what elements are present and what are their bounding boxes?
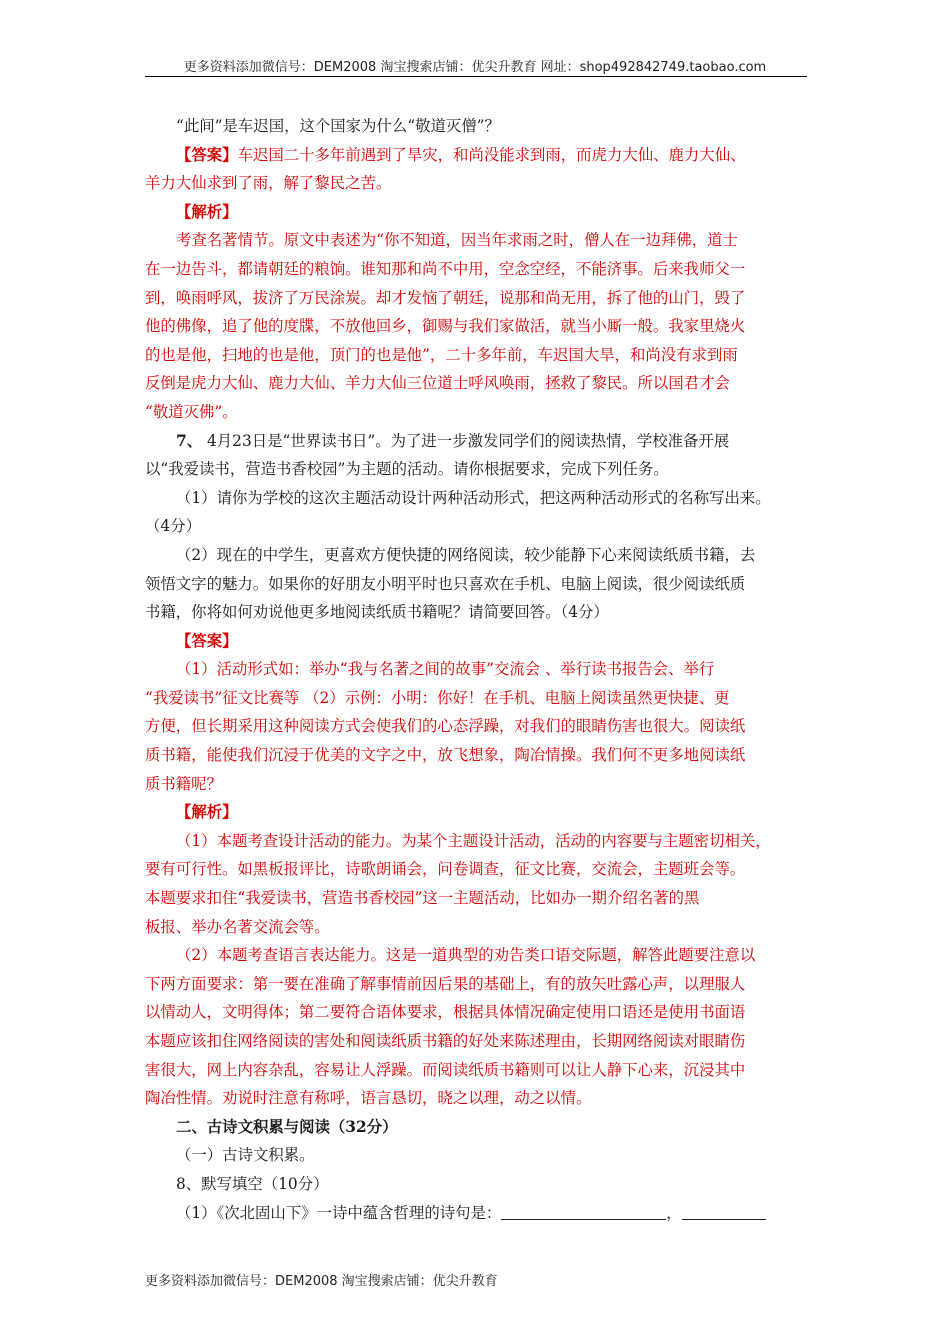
q6-analysis-line: 他的佛像，追了他的度牒，不放他回乡，御赐与我们家做活，就当小厮一般。我家里烧火 [145,317,746,336]
q7-sub2-line2: 领悟文字的魅力。如果你的好朋友小明平时也只喜欢在手机、电脑上阅读，很少阅读纸质 [145,574,746,593]
q8-item-1-text: （1）《次北固山下》一诗中蕴含哲理的诗句是： [176,1203,502,1222]
q7-stem-line2: 以“我爱读书，营造书香校园”为主题的活动。请你根据要求，完成下列任务。 [145,460,669,479]
section-title: 二、古诗文积累与阅读（32分） [176,1117,398,1136]
q7-sub1-line1: （1）请你为学校的这次主题活动设计两种活动形式，把这两种活动形式的名称写出来。 [176,488,771,507]
q7-analysis2-line: 陶冶性情。劝说时注意有称呼，语言恳切，晓之以理，动之以情。 [145,1089,592,1108]
q7-analysis2-line: 害很大，网上内容杂乱，容易让人浮躁。而阅读纸质书籍则可以让人静下心来，沉浸其中 [145,1060,746,1079]
question-number: 7、 [176,431,203,450]
q6-analysis-line: “敬道灭佛”。 [145,402,238,421]
q7-answer-line: 质书籍呢？ [145,774,222,793]
q6-answer-line1: 车迟国二十多年前遇到了旱灾，和尚没能求到雨，而虎力大仙、鹿力大仙、 [237,145,746,164]
page-footer: 更多资料添加微信号：DEM2008 淘宝搜索店铺：优尖升教育 [145,1274,498,1289]
q6-analysis-line: 在一边告斗，都请朝廷的粮饷。谁知那和尚不中用，空念空经，不能济事。后来我师父一 [145,259,746,278]
q7-analysis1-line: 本题要求扣住“我爱读书，营造书香校园”这一主题活动，比如办一期介绍名著的黑 [145,889,700,908]
q6-analysis-line: 考查名著情节。原文中表述为“你不知道，因当年求雨之时，僧人在一边拜佛，道士 [176,231,738,250]
q7-analysis2-line: 下两方面要求：第一要在准确了解事情前因后果的基础上，有的放矢吐露心声，以理服人 [145,974,746,993]
analysis-tag: 【解析】 [176,202,238,221]
q8-item-1 [145,1199,807,1228]
subsection-title: （一）古诗文积累。 [176,1146,315,1165]
q7-analysis1-line: 要有可行性。如黑板报评比，诗歌朗诵会，问卷调查，征文比赛，交流会，主题班会等。 [145,860,746,879]
q6-answer-line2: 羊力大仙求到了雨，解了黎民之苦。 [145,174,392,193]
answer-tag: 【答案】 [176,631,238,650]
q7-sub2-line1: （2）现在的中学生，更喜欢方便快捷的网络阅读，较少能静下心来阅读纸质书籍，去 [176,545,756,564]
q7-stem-line1: 4月23日是“世界读书日”。为了进一步激发同学们的阅读热情，学校准备开展 [202,431,730,450]
q6-analysis-line: 的也是他，扫地的也是他，顶门的也是他”，二十多年前，车迟国大旱，和尚没有求到雨 [145,345,738,364]
q6-answer [145,141,807,170]
q7-sub2-line3: 书籍，你将如何劝说他更多地阅读纸质书籍呢？请简要回答。（4分） [145,603,609,622]
q7-analysis2-line: （2）本题考查语言表达能力。这是一道典型的劝告类口语交际题，解答此题要注意以 [176,946,756,965]
q7-answer-line: （1）活动形式如：举办“我与名著之间的故事”交流会 、举行读书报告会、举行 [176,660,715,679]
q6-question: “此间”是车迟国，这个国家为什么“敬道灭僧”？ [176,117,500,135]
q6-analysis-line: 反倒是虎力大仙、鹿力大仙、羊力大仙三位道士呼风唤雨，拯救了黎民。所以国君才会 [145,374,730,393]
q7-analysis1-line: 板报、举办名著交流会等。 [145,917,330,936]
q6-analysis-line: 到，唤雨呼风，拔济了万民涂炭。却才发恼了朝廷，说那和尚无用，拆了他的山门，毁了 [145,288,746,307]
q7-answer-line: “我爱读书”征文比赛等 （2）示例：小明：你好！在手机、电脑上阅读虽然更快捷、更 [145,688,730,707]
q7-analysis1-line: （1）本题考查设计活动的能力。为某个主题设计活动，活动的内容要与主题密切相关， [176,831,771,850]
q7-sub1-line2: （4分） [145,517,201,536]
q7-answer-line: 质书籍，能使我们沉浸于优美的文字之中，放飞想象，陶冶情操。我们何不更多地阅读纸 [145,746,746,765]
fill-blank [501,1205,666,1220]
fill-blank [682,1205,766,1220]
q7-analysis2-line: 本题应该扣住网络阅读的害处和阅读纸质书籍的好处来陈述理由，长期网络阅读对眼睛伤 [145,1032,746,1050]
q7-stem [145,427,807,456]
q7-answer-line: 方便，但长期采用这种阅读方式会使我们的心态浮躁，对我们的眼睛伤害也很大。阅读纸 [145,717,746,736]
comma: ， [666,1203,682,1222]
document-body [145,112,807,1227]
analysis-tag: 【解析】 [176,803,238,822]
q7-analysis2-line: 以情动人，文明得体；第二要符合语体要求，根据具体情况确定使用口语还是使用书面语 [145,1003,746,1022]
page-header: 更多资料添加微信号：DEM2008 淘宝搜索店铺：优尖升教育 网址：shop492842749.taobao.com [183,60,767,75]
answer-tag: 【答案】 [176,145,238,164]
q8-title: 8、默写填空（10分） [176,1174,329,1193]
header-divider [145,76,807,77]
